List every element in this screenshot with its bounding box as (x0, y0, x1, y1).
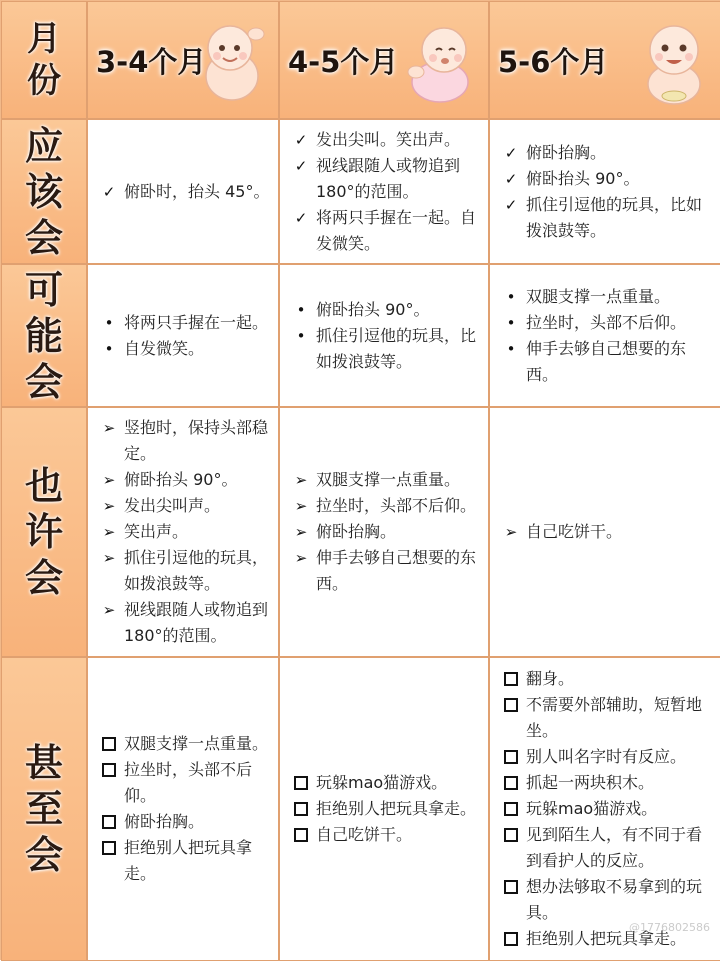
bullet-icon: • (296, 326, 306, 345)
checkbox-empty-icon (292, 822, 310, 850)
checkmark-icon: ✓ (294, 130, 308, 149)
item-text: 视线跟随人或物追到180°的范围。 (316, 155, 461, 201)
bullet-icon: • (296, 300, 306, 319)
item-text: 想办法够取不易拿到的玩具。 (526, 877, 703, 922)
list-item (498, 796, 714, 822)
checkbox-empty-icon (502, 666, 520, 694)
column-header-4-5 (279, 1, 489, 119)
list-item (96, 809, 272, 835)
list-item (498, 310, 714, 336)
item-text: 伸手去够自己想要的东西。 (316, 548, 477, 593)
list-item (498, 666, 714, 692)
cell-perhaps-4-5 (279, 407, 489, 657)
list-item (96, 835, 272, 887)
list-item (498, 770, 714, 796)
row-header-even (1, 657, 87, 961)
row-header-might (1, 264, 87, 407)
item-text: 自己吃饼干。 (526, 522, 623, 541)
item-text: 玩躲mao猫游戏。 (316, 773, 448, 792)
column-header-3-4 (87, 1, 279, 119)
cell-might-3-4 (87, 264, 279, 407)
item-text: 抓住引逗他的玩具，比如拨浪鼓等。 (526, 194, 703, 240)
item-text: 双腿支撑一点重量。 (124, 734, 269, 753)
arrow-bullet-icon: ➢ (504, 523, 518, 541)
item-text: 拉坐时，头部不后仰。 (526, 312, 687, 332)
list-item (498, 140, 714, 166)
row-header-perhaps (1, 407, 87, 657)
item-text: 拒绝别人把玩具拿走。 (316, 799, 477, 818)
list-item (288, 545, 482, 597)
row-label: 也许会 (24, 464, 63, 600)
checkbox-empty-icon (502, 770, 520, 798)
item-text: 抓住引逗他的玩具，比如拨浪鼓等。 (316, 325, 477, 371)
item-text: 玩躲mao猫游戏。 (526, 799, 658, 818)
cell-even-3-4 (87, 657, 279, 961)
bullet-icon: • (506, 287, 516, 306)
checkbox-empty-icon (292, 796, 310, 824)
item-text: 拉坐时，头部不后仰。 (316, 496, 477, 515)
baby-illustration-icon (632, 12, 714, 108)
item-text: 俯卧抬胸。 (316, 522, 397, 541)
item-text: 将两只手握在一起。自发微笑。 (316, 207, 477, 253)
item-text: 翻身。 (526, 669, 575, 688)
item-text: 笑出声。 (124, 522, 189, 541)
cell-might-5-6 (489, 264, 720, 407)
list-item (96, 493, 272, 519)
item-text: 自己吃饼干。 (316, 825, 413, 844)
column-title: 3-4个月 (96, 44, 207, 79)
list-item (96, 310, 272, 336)
column-header-5-6 (489, 1, 720, 119)
list-item (96, 597, 272, 649)
item-text: 拒绝别人把玩具拿走。 (526, 929, 687, 948)
item-text: 竖抱时，保持头部稳定。 (124, 418, 269, 463)
arrow-bullet-icon: ➢ (294, 523, 308, 541)
list-item (288, 519, 482, 545)
watermark: @1776802586 (629, 921, 710, 934)
checkmark-icon: ✓ (102, 182, 116, 201)
row-header-should (1, 119, 87, 264)
arrow-bullet-icon: ➢ (102, 471, 116, 489)
checkbox-empty-icon (502, 744, 520, 772)
arrow-bullet-icon: ➢ (294, 471, 308, 489)
list-item (288, 127, 482, 153)
item-text: 俯卧抬头 90°。 (316, 299, 430, 319)
checkbox-empty-icon (502, 822, 520, 850)
item-text: 将两只手握在一起。 (124, 312, 269, 332)
list-item (288, 770, 482, 796)
checkmark-icon: ✓ (504, 143, 518, 162)
list-item (288, 323, 482, 375)
baby-illustration-icon (400, 12, 482, 108)
checkbox-empty-icon (100, 809, 118, 837)
list-item (288, 796, 482, 822)
bullet-icon: • (104, 339, 114, 358)
bullet-icon: • (506, 313, 516, 332)
corner-header (1, 1, 87, 119)
list-item (498, 744, 714, 770)
row-label: 可能会 (24, 267, 63, 404)
list-item (288, 205, 482, 257)
list-item (96, 336, 272, 362)
item-text: 伸手去够自己想要的东西。 (526, 338, 687, 384)
list-item (288, 153, 482, 205)
item-text: 别人叫名字时有反应。 (526, 747, 687, 766)
item-text: 拒绝别人把玩具拿走。 (124, 838, 253, 883)
cell-might-4-5 (279, 264, 489, 407)
item-text: 视线跟随人或物追到 180°的范围。 (124, 600, 269, 645)
item-text: 双腿支撑一点重量。 (316, 470, 461, 489)
item-text: 见到陌生人，有不同于看到看护人的反应。 (526, 825, 703, 870)
arrow-bullet-icon: ➢ (102, 523, 116, 541)
list-item (96, 467, 272, 493)
list-item (96, 731, 272, 757)
item-text: 俯卧抬头 90°。 (526, 168, 640, 188)
list-item (288, 467, 482, 493)
item-text: 拉坐时，头部不后仰。 (124, 760, 253, 805)
column-title: 5-6个月 (498, 44, 609, 79)
list-item (498, 874, 714, 926)
list-item (288, 297, 482, 323)
list-item (498, 284, 714, 310)
bullet-icon: • (506, 339, 516, 358)
item-text: 抓起一两块积木。 (526, 773, 655, 792)
cell-even-4-5 (279, 657, 489, 961)
row-label: 甚至会 (24, 741, 63, 877)
cell-should-3-4 (87, 119, 279, 264)
list-item (96, 415, 272, 467)
item-text: 俯卧抬头 90°。 (124, 470, 238, 489)
list-item (498, 192, 714, 244)
cell-even-5-6 (489, 657, 720, 961)
arrow-bullet-icon: ➢ (294, 497, 308, 515)
checkbox-empty-icon (502, 926, 520, 954)
item-text: 自发微笑。 (124, 338, 205, 358)
column-title: 4-5个月 (288, 44, 399, 79)
item-text: 俯卧抬胸。 (526, 142, 607, 162)
arrow-bullet-icon: ➢ (102, 497, 116, 515)
checkmark-icon: ✓ (504, 195, 518, 214)
item-text: 发出尖叫。笑出声。 (316, 129, 461, 149)
baby-illustration-icon (190, 12, 272, 108)
item-text: 双腿支撑一点重量。 (526, 286, 671, 306)
list-item (96, 519, 272, 545)
list-item (96, 179, 272, 205)
checkbox-empty-icon (502, 874, 520, 902)
checkmark-icon: ✓ (504, 169, 518, 188)
item-text: 俯卧时，抬头 45°。 (124, 181, 270, 201)
checkmark-icon: ✓ (294, 208, 308, 227)
list-item (96, 545, 272, 597)
checkbox-empty-icon (502, 692, 520, 720)
checkbox-empty-icon (292, 770, 310, 798)
item-text: 发出尖叫声。 (124, 496, 221, 515)
item-text: 俯卧抬胸。 (124, 812, 205, 831)
corner-label: 月份 (27, 19, 61, 101)
list-item (498, 336, 714, 388)
checkbox-empty-icon (502, 796, 520, 824)
arrow-bullet-icon: ➢ (294, 549, 308, 567)
cell-perhaps-5-6 (489, 407, 720, 657)
cell-perhaps-3-4 (87, 407, 279, 657)
list-item (498, 166, 714, 192)
list-item (96, 757, 272, 809)
checkmark-icon: ✓ (294, 156, 308, 175)
item-text: 不需要外部辅助，短暂地坐。 (526, 695, 703, 740)
cell-should-5-6 (489, 119, 720, 264)
list-item (498, 519, 714, 545)
row-label: 应该会 (24, 123, 63, 260)
list-item (498, 692, 714, 744)
list-item (288, 822, 482, 848)
list-item (288, 493, 482, 519)
list-item (498, 822, 714, 874)
arrow-bullet-icon: ➢ (102, 601, 116, 619)
arrow-bullet-icon: ➢ (102, 549, 116, 567)
bullet-icon: • (104, 313, 114, 332)
checkbox-empty-icon (100, 835, 118, 863)
cell-should-4-5 (279, 119, 489, 264)
arrow-bullet-icon: ➢ (102, 419, 116, 437)
item-text: 抓住引逗他的玩具，如拨浪鼓等。 (124, 548, 269, 593)
checkbox-empty-icon (100, 757, 118, 785)
checkbox-empty-icon (100, 731, 118, 759)
